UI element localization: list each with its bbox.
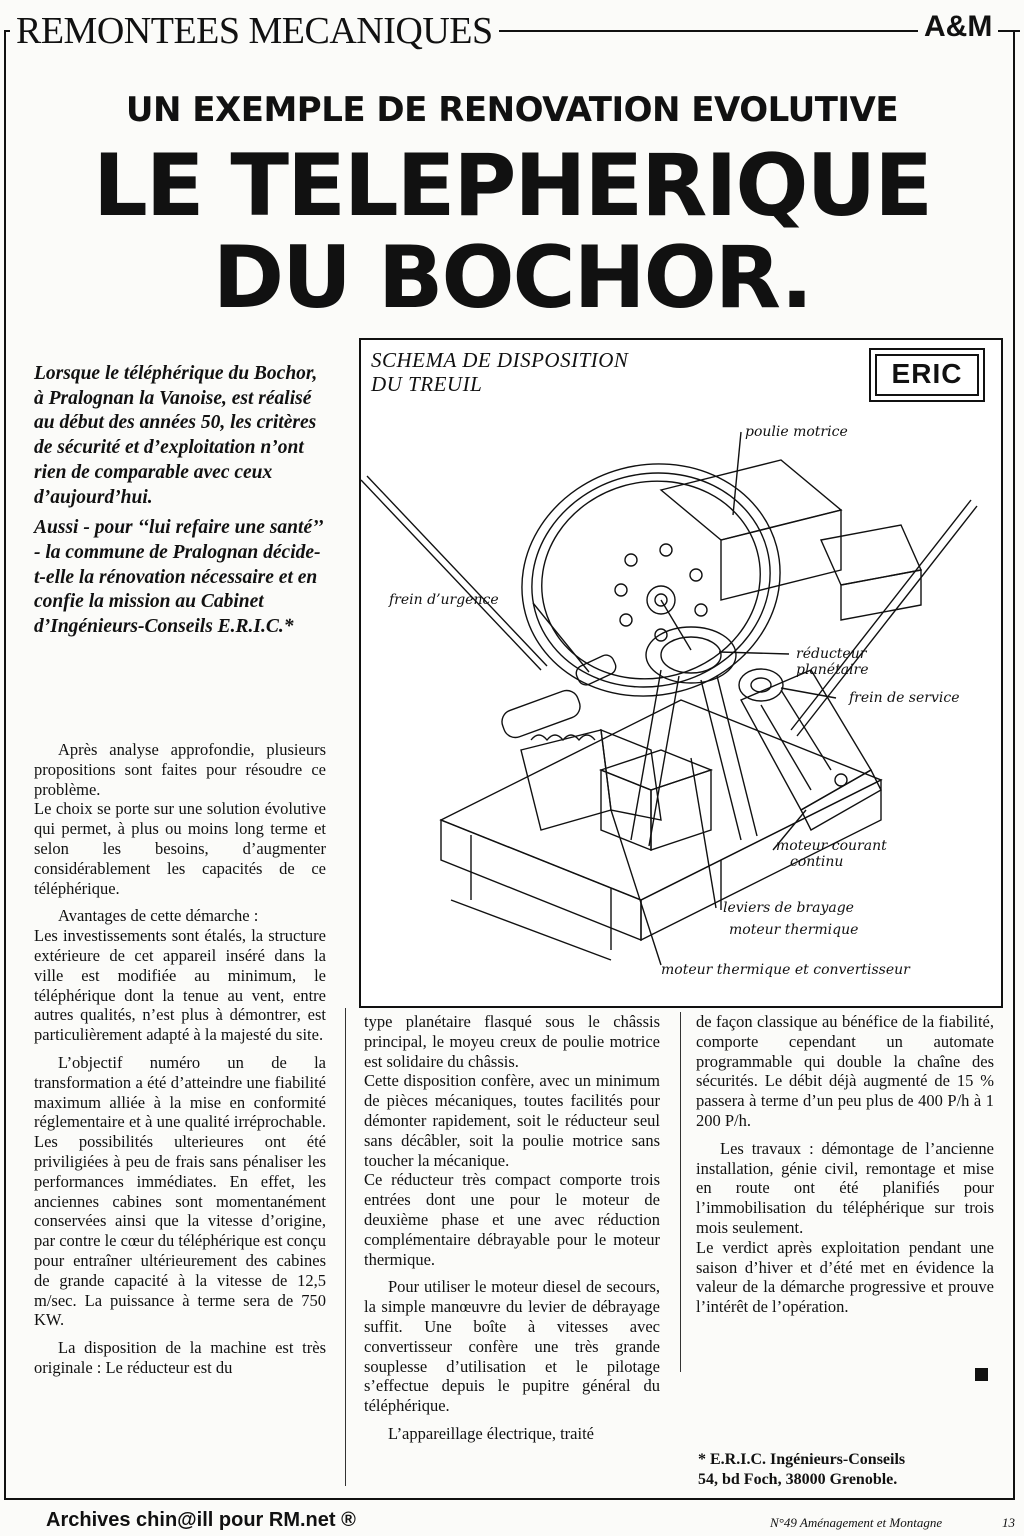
label-leviers-line1: leviers de brayage (723, 900, 854, 916)
label-moteur-courant-line2: continu (790, 854, 844, 870)
label-reducteur-line2: planétaire (796, 662, 869, 678)
label-leviers-line2: moteur thermique (729, 922, 859, 938)
col2-paragraph-3: Ce réducteur très compact comporte trois entrées dont une pour le moteur de deuxième phase et une avec réduction complémentaire débrayable pour le moteur thermique. (364, 1170, 660, 1269)
belt-2 (701, 680, 741, 840)
headline-title-line2: DU BOCHOR. (212, 228, 812, 328)
winch-diagram-figure (359, 338, 1003, 1008)
label-moteur-courant (776, 838, 887, 870)
col2-paragraph-5: L’appareillage électrique, traité (388, 1423, 594, 1443)
col2-paragraph-1: type planétaire flasqué sous le châssis principal, le moyeu creux de poulie motrice est solidaire du châssis. (364, 1012, 660, 1071)
magazine-logo: A&M (918, 10, 998, 44)
label-frein-urgence: frein d’urgence (389, 592, 499, 608)
figure-caption-line1: SCHEMA DE DISPOSITION (371, 348, 629, 372)
label-reducteur (796, 646, 869, 678)
label-leviers (723, 900, 858, 938)
label-moteur-thermique: moteur thermique et convertisseur (661, 962, 910, 978)
column-divider-2 (680, 1012, 681, 1372)
article-column-2 (364, 1012, 660, 1444)
winch-drawing (361, 340, 1001, 1006)
article-column-3 (696, 1012, 994, 1317)
col2-paragraph-4: Pour utiliser le moteur diesel de secours, la simple manœuvre du levier de débrayage suffit. Une boîte à vitesses avec convertisseur confère une très grande souplesse d’utilisation et le pilotage s’effectue depuis le pupitre général du téléphérique. (364, 1277, 660, 1416)
footnote-line1: * E.R.I.C. Ingénieurs-Conseils (698, 1451, 906, 1468)
label-reducteur-line1: réducteur (796, 646, 867, 662)
figure-caption-line2: DU TREUIL (371, 372, 483, 396)
col1-paragraph-3: Avantages de cette démarche : (58, 906, 259, 926)
intro-paragraph-1: Lorsque le téléphérique du Bochor, à Pralognan la Vanoise, est réalisé au début des années 50, les critères de sécurité et d’exploitation n’ont rien de comparable avec ceux d’aujourd’hui. (34, 363, 318, 508)
page-number: 13 (1002, 1515, 1015, 1530)
col1-paragraph-6: La disposition de la machine est très originale : Le réducteur est du (34, 1338, 326, 1377)
col3-paragraph-1: de façon classique au bénéfice de la fiabilité, comporte cependant un automate programmable qui double la chaîne des sécurités. Le débit déjà augmenté de 15 % passera à terme d’un peu plus de 400 P/h à 1 200 P/h. (696, 1012, 994, 1130)
footnote-line2: 54, bd Foch, 38000 Grenoble. (698, 1471, 898, 1488)
cable-left-2 (367, 476, 547, 666)
intro-paragraph-2: Aussi - pour ‘‘lui refaire une santé’’ - la commune de Pralognan décide-t-elle la rénovation nécessaire et en confie la mission au Cabinet d’Ingénieurs-Conseils E.R.I.C.* (34, 517, 323, 638)
headline-kicker: UN EXEMPLE DE RENOVATION EVOLUTIVE (125, 90, 899, 130)
headline-title-line1: LE TELEPHERIQUE (92, 136, 932, 236)
left-roller (499, 687, 584, 741)
footnote (698, 1450, 998, 1490)
base-frame-top (441, 700, 881, 900)
archive-credit: Archives chin@ill pour RM.net ® (46, 1509, 356, 1531)
right-box (821, 525, 921, 585)
col3-paragraph-3: Le verdict après exploitation pendant une saison d’hiver et d’été met en évidence la valeur de la démarche progressive et prouve l’intérêt de l’opération. (696, 1237, 994, 1317)
frame-upper-block (661, 460, 841, 540)
label-frein-service: frein de service (849, 690, 960, 706)
bottom-rule (4, 1498, 1015, 1500)
column-divider-1 (345, 1008, 346, 1486)
gear-housing (521, 730, 611, 830)
col1-paragraph-4: Les investissements sont étalés, la structure extérieure de cet appareil inséré dans la ville est modifiée au minimum, le téléphérique dont la tenue au vent, entre autres qualités, n’est plus à démontrer, est particulièrement adapté à la majesté du site. (34, 926, 326, 1045)
cable-left-1 (361, 480, 541, 670)
issue-info: N°49 Aménagement et Montagne (770, 1515, 943, 1530)
article-column-1 (34, 740, 326, 1378)
col1-paragraph-5: L’objectif numéro un de la transformation a été d’atteindre une fiabilité maximum alliée à la mise en conformité réglementaire et à une qualité irréprochable. Les possibilités ulterieures ont été priviligiées à peu de frais sans pénaliser les performances immédiates. En effet, les anciennes cabines sont momentanément conservées ainsi que la vitesse d’origine, par contre le cœur du téléphérique est conçu pour entraîner ultérieurement des cabines de grande capacité à la vitesse de 12,5 m/sec. La puissance à terme sera de 750 KW. (34, 1052, 326, 1330)
col1-paragraph-2: Le choix se porte sur une solution évolutive qui permet, à plus ou moins long terme et selon les besoins, d’augmenter considérablement les capacités de ce téléphérique. (34, 799, 326, 898)
label-poulie-motrice: poulie motrice (745, 424, 848, 440)
col3-paragraph-2: Les travaux : démontage de l’ancienne installation, génie civil, remontage et mise en route ont été planifiés pour l’immobilisation du téléphérique sur trois mois seulement. (696, 1138, 994, 1237)
label-moteur-courant-line1: moteur courant (776, 838, 887, 854)
end-of-article-mark (975, 1368, 988, 1381)
intro-block (34, 362, 330, 646)
eric-brand-text: ERIC (875, 354, 979, 396)
col1-paragraph-1: Après analyse approfondie, plusieurs propositions sont faites pour résoudre ce problème. (34, 740, 326, 799)
col2-paragraph-2: Cette disposition confère, avec un minimum de pièces mécaniques, toutes facilités pour démonter rapidement, soit le réducteur seul sans décâbler, soit la poulie motrice sans toucher la mécanique. (364, 1071, 660, 1170)
section-title: REMONTEES MECANIQUES (10, 8, 499, 54)
